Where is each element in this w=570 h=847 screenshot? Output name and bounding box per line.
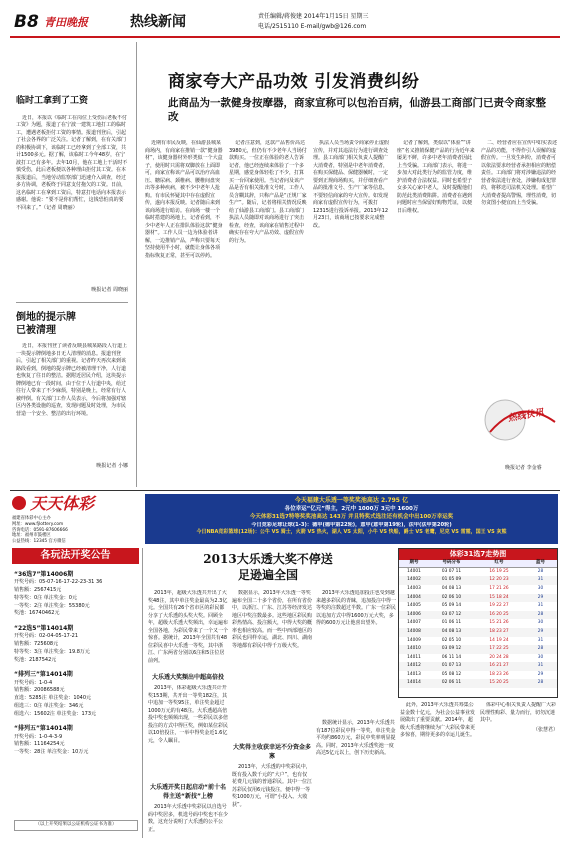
trend-cell: 14013 [407, 671, 421, 677]
banner-line-5: 今日NBA竞彩篮球(12场)：公牛 VS 骑士，火箭 VS 热火，湖人 VS 太阳，小牛 VS 快船，爵士 VS 老鹰，尼克 VS 雷霆，国王 VS 灰熊 [196, 529, 507, 536]
main-col-5-text: 二、经营者应在宣传中如实表述产品的功能，不得作引人误解的虚假宣传。一旦发生纠纷，消费者可以依法要求经营者承担相应的赔偿责任。工商部门将对涉嫌违法的经营者依法进行查处，涉嫌构成犯罪的，将移送司法机关处理。希望广大消费者提高警惕，理性消费，切勿贪图小便宜而上当受骗。 [481, 140, 558, 206]
left-col-rule [136, 42, 137, 487]
trend-cell: 31 [537, 637, 544, 643]
notices-list [14, 570, 138, 832]
dlt-headline: 2013大乐透大奖不停送 足逊遍全国 [203, 552, 333, 582]
trend-cell: 30 [537, 585, 544, 591]
trend-table-header [399, 560, 557, 568]
trend-cell: 18 23 26 [489, 671, 509, 677]
trend-cell: 19 22 27 [489, 603, 509, 609]
trend-cell: 30 [537, 620, 544, 626]
trend-row [399, 602, 557, 611]
trend-cell: 28 [537, 611, 544, 617]
notice-line: 开奖号码：1-0-4-3-9 [14, 733, 63, 740]
dlt-subhead-2: 大乐透开奖日起启动“前十名得主送“新技”上榜 [150, 784, 226, 800]
notice-line: 销售额：725608元 [14, 641, 59, 648]
trend-cell: 14011 [407, 654, 421, 660]
trend-cell: 30 [537, 654, 544, 660]
hotline-stamp [480, 382, 560, 452]
trend-cell: 15 21 26 [489, 620, 509, 626]
trend-cell: 02 06 11 [441, 680, 462, 686]
trend-cell: 06 11 14 [441, 654, 462, 660]
left-column [16, 95, 128, 485]
banner-line-2: 各位幸运“亿元”得主，2元中 1000万 3元中 1600万 [284, 506, 419, 512]
trend-row [399, 654, 557, 663]
notice-line: 销售额：20086588元 [14, 687, 65, 694]
notice-line: 一等奖：2注 单注奖金：55380元 [14, 602, 90, 609]
trend-row [399, 576, 557, 585]
header-rule [10, 36, 560, 38]
story2-title: 倒地的提示牌 已被清理 [16, 312, 76, 336]
dlt-col-a2-text: 2013年，体彩超级大乐透共计开奖153期，共开出一等奖182注，其中追加一等奖95注，单注奖金超过1000万元的有48注。大乐透超高倍投中奖也频频出现，一些彩民以多倍投注的方式中得巨奖，例如某位彩民以10倍投注，一举中得奖金近1.6亿元，令人瞩目。 [148, 685, 228, 744]
dlt-source: （张慧君） [532, 726, 558, 733]
th-blue: 蓝号 [536, 560, 545, 565]
trend-cell: 01 07 13 [441, 663, 462, 669]
trend-cell: 20 24 28 [489, 654, 509, 660]
th-red: 红号 [494, 560, 504, 565]
trend-cell: 12 20 23 [489, 577, 509, 583]
main-col-1 [145, 140, 223, 485]
story2-body: 近日，本报刊登了读者反映县城某路段人行道上一块提示牌倒地多日无人清理的消息。报道刊登后，引起了相关部门的重视。记者昨天再次来到该路段看到，倒地的提示牌已经被清理干净，人行道也恢复了往日的整洁。据附近居民介绍，这块提示牌倒地已有一段时间，由于位于人行道中央，给过往行人带来了不少麻烦，特别是晚上，经常有行人被绊倒。有关部门工作人员表示，今后将加强对辖区内各类设施的巡查，发现问题及时处理，为市民营造一个安全、整洁的出行环境。 [16, 343, 128, 417]
dlt-col-e-text: 体彩中心相关负责人提醒广大彩民理性购彩、量力而行，切勿沉迷其中。 [480, 702, 557, 723]
trend-cell: 15 20 25 [489, 680, 509, 686]
trend-row [399, 585, 557, 594]
trend-cell: 14003 [407, 585, 421, 591]
dlt-subhead-1: 大乐透大奖频出中超高倍投 [151, 674, 224, 681]
trend-cell: 17 21 26 [489, 585, 509, 591]
trend-row [399, 662, 557, 671]
trend-cell: 04 08 13 [441, 628, 462, 634]
trend-cell: 01 06 11 [441, 620, 462, 626]
trend-cell: 14 19 24 [489, 637, 509, 643]
main-subhead: 此商品为一款健身按摩器，商家宣称可以包治百病，仙游县工商部门已责令商家整改 [168, 97, 546, 124]
trend-cell: 28 [537, 646, 544, 652]
main-col-4 [397, 140, 475, 485]
banner-line-3: 今天体彩31选7特等奖奖池高达 143万 并且特奖式选注还有机会中出100万幸运奖 [249, 514, 454, 521]
notice-line: 开奖号码：1-0-4 [14, 679, 53, 686]
trend-cell: 03 07 12 [441, 611, 462, 617]
th-issue: 期号 [409, 560, 419, 565]
trend-cell: 14009 [407, 637, 421, 643]
left-divider [16, 302, 128, 303]
lottery-brand-box [12, 494, 142, 545]
story1-body: 近日，本报以《临时工在岗位上受伤后老板不付工资》为题，报道了在宁波一建筑工地打工的临时工，遭遇老板拒付工资的事情。报道刊登后，引起了社会各界的广泛关注。记者了解到，在有关部门的积极协调下，该临时工已经拿到了全部工资，共计1500多元。据了解，该临时工今年48岁，在宁波打工已有多年。去年10月，他在工地上干活时不慎受伤，此后老板便以各种理由拒付其工资。在本报报道后，当地劳动监察部门迅速介入调查，经过多方协调，老板终于同意支付拖欠的工资。日前，这名临时工在拿到工资后，特意打电话向本报表示感谢。他说：“要不是你们帮忙，这钱恐怕真的要不回来了。”（记者 周晓丽） [16, 114, 128, 211]
dlt-col-b-text: 数据显示，2013年大乐透一等奖遍布全国二十多个省份，在所有省份中，以浙江、广东、江苏等经济发达地区中奖注数最多。这些地区彩民购彩热情高、投注额大，中得大奖的概率也相应较高。而一些中西部地区的彩民也同样幸运，湖北、四川、湖南等地都有彩民中得千万级大奖。 [232, 590, 312, 649]
trend-cell: 01 05 09 [441, 577, 462, 583]
trend-cell: 29 [537, 671, 544, 677]
lottery-top-rule [10, 490, 560, 491]
dlt-col-a3-text: 2013年大乐透中奖彩民以自选号码中奖居多，机选号码中奖也不在少数，这充分说明了大乐透的公平公正。 [148, 804, 228, 833]
trend-cell: 16 21 27 [489, 663, 509, 669]
trend-cell: 14005 [407, 603, 421, 609]
notice-line: 直选：5285注 单注奖金：1040元 [14, 695, 92, 702]
banner-line-1: 今天福建大乐透一等奖奖池高达 2.795 亿 [294, 497, 409, 504]
notices-title: 各玩法开奖公告 [12, 548, 139, 564]
notice-line: 销售额：2567415元 [14, 587, 62, 594]
trend-cell: 14008 [407, 628, 421, 634]
trend-row [399, 645, 557, 654]
notice-block-4 [14, 724, 138, 757]
trend-cell: 02 06 10 [441, 594, 462, 600]
header-meta-2: 电话/2515110 E-mail/gwb@126.com [258, 23, 367, 30]
trend-cell: 05 08 12 [441, 671, 462, 677]
main-col-1-text: 近期有市民反映，在仙游县城某商场内，有商家在推销一款“健身器材”，该健身器材外形类似一个大盒子，使用时只需将双脚放在上面即可，商家宣称该产品可以治疗高血压、糖尿病、颈椎病、腰椎间盘突出等多种疾病，被不少中老年人抢购。有市民怀疑其中存在虚假宣传，遂向本报反映。记者随后来到该商场进行暗访。在商场一楼一个临时搭建的场地上，记者看到，不少中老年人正在排队体验这款“健身器材”。工作人员一边为体验者讲解，一边推销产品，声称只要每天坚持使用半小时，就能让身体各项指标恢复正常，甚至可以停药。 [145, 140, 223, 259]
notice-block-1 [14, 570, 138, 618]
trend-cell: 16 20 25 [489, 611, 509, 617]
trend-table [398, 548, 558, 698]
trend-row [399, 679, 557, 688]
trend-cell: 14002 [407, 577, 421, 583]
trend-cell: 31 [537, 663, 544, 669]
lottery-logo-icon [12, 496, 26, 510]
header-meta-1: 责任编辑/蒋俊建 2014年1月15日 星期三 [258, 13, 369, 20]
notice-line: 开奖号码：02-04-05-17-21 [14, 633, 79, 640]
lottery-banner [145, 494, 558, 544]
dlt-col-b2-text: 2013年，大乐透的中奖彩民中，既有投入数千元的“大户”，也有仅花费几元钱的普通彩民。其中一位江苏彩民仅用6元钱投注，便中得一等奖1000万元，可谓“小投入、大收获”。 [232, 764, 312, 808]
th-dist: 号码分布 [442, 560, 461, 565]
trend-cell: 16 19 25 [489, 568, 509, 574]
trend-cell: 17 22 25 [489, 646, 509, 652]
dlt-col-b [232, 590, 312, 835]
trend-cell: 15 18 24 [489, 594, 509, 600]
main-col-3 [313, 140, 391, 485]
trend-cell: 05 09 14 [441, 603, 462, 609]
notice-line: 奖池：16740462元 [14, 610, 60, 617]
dlt-col-e [480, 702, 558, 835]
page-header [0, 0, 570, 46]
notice-line: 开奖号码：05-07-16-17-22-23-31 36 [14, 579, 103, 586]
trend-cell: 14012 [407, 663, 421, 669]
trend-cell: 03 07 11 [441, 568, 462, 574]
trend-cell: 29 [537, 594, 544, 600]
page-code: B8 [14, 12, 39, 32]
trend-cell: 28 [537, 680, 544, 686]
main-col-5 [481, 140, 559, 380]
trend-cell: 03 09 12 [441, 646, 462, 652]
trend-cell: 14014 [407, 680, 421, 686]
notice-head-4: “排列五”第14014期 [14, 725, 73, 733]
main-headline: 商家夸大产品功效 引发消费纠纷 [168, 72, 420, 92]
main-col-2-text: 记者注意到，这款产品售价高达3980元，但仍有不少老年人当场付款购买。一位正在体验的老人告诉记者，他已经连续来体验了一个多星期，感觉身体轻松了不少，打算买一台回家使用。当记者问及该产品是否有相关批准文号时，工作人员含糊其辞，只称产品是“正规厂家生产”。随后，记者将相关情况反映给了仙游县工商部门。县工商部门执法人员随即对该商场进行了突击检查，经查，该商家在销售过程中确实存在夸大产品功效、虚假宣传的行为。 [229, 140, 307, 244]
dlt-col-d-text: 此外，2013年大乐透共筹集公益金数十亿元，为社会公益事业发展做出了重要贡献。2014年，超级大乐透将继续为广大彩民带来更多惊喜，期待更多的幸运儿诞生。 [400, 702, 476, 738]
banner-line-4: 今日竞彩足球让球(1-3)：德甲(德甲第22轮)，意甲(意甲第19轮)，法甲(法甲第20轮) [251, 521, 452, 528]
main-col-4-text: 记者了解到，类似以“体验”“讲座”名义推销保健产品的行为近年来屡见不鲜，许多中老年消费者因此上当受骗。工商部门表示，将进一步加大对此类行为的监管力度，维护消费者合法权益。同时也希望子女多关心家中老人，及时提醒他们防范此类消费陷阱。消费者在遇到问题时应当保留好购物凭证，以便日后维权。 [397, 140, 475, 214]
trend-row [399, 628, 557, 637]
trend-cell: 14004 [407, 594, 421, 600]
trend-cell: 14007 [407, 620, 421, 626]
main-byline: 晚报记者 李金睿 [505, 465, 542, 471]
notice-line: 销售额：11164254元 [14, 741, 65, 748]
stamp-text: 热线快讯 [507, 407, 545, 425]
trend-cell: 02 05 10 [441, 637, 462, 643]
notice-head-1: “36选7”第14006期 [14, 571, 74, 578]
dlt-col-c [316, 590, 396, 835]
trend-cell: 14010 [407, 646, 421, 652]
notice-line: 组选三：0注 单注奖金：346元 [14, 702, 84, 709]
trend-row [399, 594, 557, 603]
story1-title: 临时工拿到了工资 [16, 96, 89, 106]
section-title: 热线新闻 [130, 14, 186, 30]
notice-head-2: “22选5”第14014期 [14, 625, 74, 633]
lottery-brand: 天天体彩 [30, 494, 95, 513]
trend-cell: 04 08 13 [441, 585, 462, 591]
main-col-2 [229, 140, 307, 485]
trend-cell: 29 [537, 628, 544, 634]
notices-rule [142, 548, 143, 838]
notice-block-2 [14, 624, 138, 664]
notice-head-3: “排列三”第14014期 [14, 671, 73, 679]
dlt-col-a-text: 2013年，超级大乐透共开出了大奖48注，其中单注奖金最高为2.3亿元。全国共有26个省市区的彩民都分享了大乐透的头奖大奖。回顾全年，超级大乐透大奖频出，幸运遍布全国各地，为彩民带来了一个又一个惊喜。据统计，2013年全国共有48位彩民喜中大乐透一等奖，其中浙江、广东两省分别以6注和5注位居前列。 [148, 590, 228, 664]
paper-name: 青田晚报 [44, 16, 88, 29]
notice-line: 组选六：15602注 单注奖金：173元 [14, 710, 97, 717]
notice-line: 特等奖：0注 单注奖金：0元 [14, 594, 77, 601]
dlt-col-c-text: 2013年大乐透追加投注也受到越来越多彩民的青睐，追加投注中得一等奖的注数超过半数。广东一位彩民以追加方式中得1600万元大奖，多得的600万元让他喜出望外。 [316, 590, 396, 626]
notice-block-3 [14, 670, 138, 718]
trend-cell: 14006 [407, 611, 421, 617]
trend-cell: 18 23 27 [489, 628, 509, 634]
dlt-col-a [148, 590, 228, 835]
trend-row [399, 671, 557, 680]
trend-row [399, 619, 557, 628]
trend-cell: 28 [537, 568, 544, 574]
trend-rows [399, 568, 557, 688]
notices-footer: （以上开奖结果以公证机构公证书为准） [14, 820, 138, 831]
main-col-3-text: 执法人员当场责令商家停止虚假宣传，并对其违法行为进行调查处理。县工商部门相关负责人提醒广大消费者，特别是中老年消费者，在购买保健品、保健器械时，一定要到正规商场购买，并仔细查看产品的批准文号、生产厂家等信息，不要轻信商家的夸大宣传。如发现商家有虚假宣传行为，可拨打12315进行投诉举报。2013年12月23日，该商场已按要求完成整改。 [313, 140, 390, 229]
trend-cell: 31 [537, 603, 544, 609]
story1-byline: 晚报记者 周晓丽 [91, 286, 128, 293]
notice-line: 一等奖：28注 单注奖金：10万元 [14, 749, 89, 756]
trend-row [399, 637, 557, 646]
notice-line: 特等奖：3注 单注奖金：19.8万元 [14, 648, 90, 655]
dlt-col-c2-text: 数据统计显示，2013年大乐透共有187位彩民中得一等奖，单注奖金平均约860万元，彩民中奖率明显提高。同时，2013年大乐透奖池一度高达5亿元以上，创下历史新高。 [316, 720, 396, 756]
trend-row [399, 611, 557, 620]
trend-cell: 14001 [407, 568, 421, 574]
story2-byline: 晚报记者 小娜 [96, 463, 128, 469]
trend-cell: 31 [537, 577, 544, 583]
trend-table-title: 体彩31选7走势图 [399, 549, 557, 560]
notice-line: 奖池：2187542元 [14, 656, 57, 663]
dlt-subhead-3: 大奖得主收获幸运不分资金多寡 [232, 744, 311, 760]
dlt-col-d [400, 702, 476, 835]
lottery-info: 福建省体彩中心主办 网址：www.fjlottery.com 咨询电话：0591-87606666 地址：福州市鼓楼区 公益热线：12345 官方微信 [12, 516, 68, 545]
trend-row [399, 568, 557, 577]
